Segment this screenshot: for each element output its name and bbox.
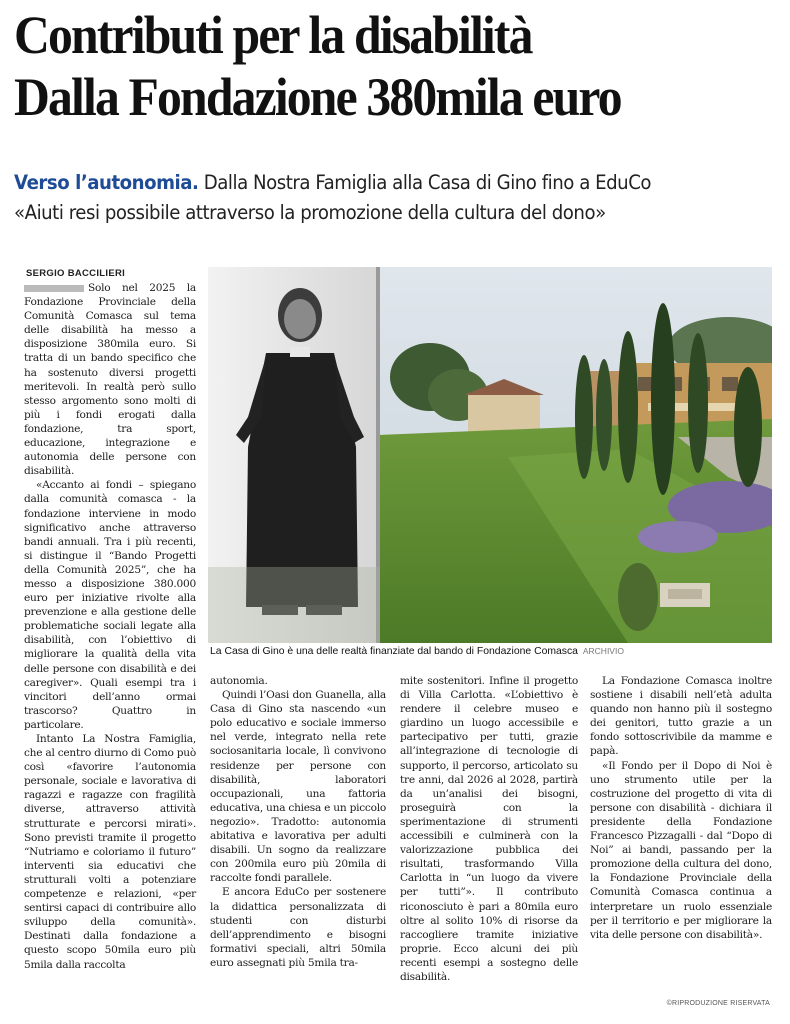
article-column-3: [400, 674, 578, 984]
lead-bar: [24, 285, 84, 292]
article-column-1: [24, 281, 196, 972]
paragraph: [24, 281, 196, 478]
headline: [14, 4, 722, 128]
paragraph-text: Solo nel 2025 la Fondazione Provinciale della Comunità Comasca sul tema delle disabilità ha messo a disposizione 380mila euro. Si tratta di un bando specifico che ha sostenuto diversi progetti meritevoli. In realtà però sullo stesso argomento sono molti di più i fondi erogati dalla fondazione, tra sport, educazione, integrazione e autonomia delle persone con disabilità.: [24, 282, 196, 478]
byline: SERGIO BACCILIERI: [26, 268, 126, 279]
article-column-2: [210, 674, 386, 970]
article-photo: [208, 267, 772, 643]
paragraph: autonomia.: [210, 675, 268, 687]
paragraph: «Accanto ai fondi – spiegano dalla comunità comasca - la fondazione interviene in modo significativo anche attraverso bandi annuali. Tra i più recenti, si distingue il “Bando Progetti della Comunità 2025”, che ha messo a disposizione 380.000 euro per iniziative rivolte alla prevenzione e alla gestione delle problematiche sociali legate alla disabilità, con l’obiettivo di migliorare la qualità della vita delle persone con disabilità e dei caregiver». Quali esempi tra i vincitori dell’anno ormai trascorso? Quattro in particolare.: [24, 479, 196, 731]
paragraph: Intanto La Nostra Famiglia, che al centro diurno di Como può così «favorire l’autonomia personale, sociale e lavorativa di ragazzi e ragazze con fragilità diverse, attraverso attività strutturate e percorsi mirati». Sono previsti tramite il progetto “Nutriamo e coloriamo il futuro” interventi sia educativi che strutturali volti a potenziare competenze e relazioni, «per sentirsi capaci di contribuire allo sviluppo della comunità». Destinati dalla fondazione a questo scopo 50mila euro più 5mila dalla raccolta: [24, 733, 196, 971]
kicker: Verso l’autonomia.: [14, 171, 199, 194]
headline-line-2: Dalla Fondazione 380mila euro: [14, 67, 621, 127]
paragraph: «Il Fondo per il Dopo di Noi è uno strumento utile per la costruzione del progetto di vita di persone con disabilità - dichiara il presidente della Fondazione Francesco Pizzagalli - dal “Dopo di Noi” ai bandi, passando per la promozione della cultura del dono, la Fondazione Provinciale della Comunità Comasca continua a interpretare un ruolo essenziale per il territorio e per migliorare la vita delle persone con disabilità».: [590, 759, 772, 941]
headline-line-1: Contributi per la disabilità: [14, 5, 532, 65]
article-column-4: [590, 674, 772, 942]
summary-line-1-rest: Dalla Nostra Famiglia alla Casa di Gino fino a EduCo: [198, 171, 652, 194]
summary-line-2: «Aiuti resi possibile attraverso la promozione della cultura del dono»: [14, 201, 606, 224]
summary-line-1: [14, 168, 730, 198]
paragraph: mite sostenitori. Infine il progetto di Villa Carlotta. «L’obiettivo è rendere il celebre museo e giardino un luogo accessibile e partecipativo per tutti, grazie all’integrazione di tecnologie di supporto, il percorso, articolato su tre anni, dal 2026 al 2028, partirà da un’analisi dei bisogni, proseguirà con la sperimentazione di strumenti accessibili e culminerà con la valorizzazione pubblica dei risultati, trasformando Villa Carlotta in “un luogo da vivere per tutti”». Il contributo riconosciuto è pari a 80mila euro oltre al solito 10% di risorse da raccogliere tramite iniziative proprie. Ecco alcuni dei più recenti esempi a sostegno delle disabilità.: [400, 675, 578, 983]
paragraph: E ancora EduCo per sostenere la didattica personalizzata di studenti con disturbi dell’apprendimento e bisogni formativi speciali, altri 50mila euro assegnati più 5mila tra-: [210, 886, 386, 969]
paragraph: Quindi l’Oasi don Guanella, alla Casa di Gino sta nascendo «un polo educativo e sociale immerso nel verde, integrato nella rete sociosanitaria locale, lì convivono residenze per persone con disabilità, laboratori occupazionali, una fattoria educativa, una chiesa e un piccolo negozio». Tradotto: autonomia abitativa e lavorativa per adulti disabili. Un sogno da realizzare con 200mila euro più 20mila di raccolte fondi parallele.: [210, 689, 386, 885]
caption-source: ARCHIVIO: [582, 646, 624, 656]
photo-illustration: [208, 267, 772, 643]
summary: [14, 168, 730, 228]
copyright-notice: ©RIPRODUZIONE RISERVATA: [666, 1000, 770, 1007]
paragraph: La Fondazione Comasca inoltre sostiene i disabili nell’età adulta quando non hanno più il sostegno dei genitori, tutto grazie a un fondo sottoscrivibile da mamme e papà.: [590, 675, 772, 758]
caption-text: La Casa di Gino è una delle realtà finanziate dal bando di Fondazione Comasca: [210, 646, 578, 657]
photo-caption: [210, 646, 775, 657]
